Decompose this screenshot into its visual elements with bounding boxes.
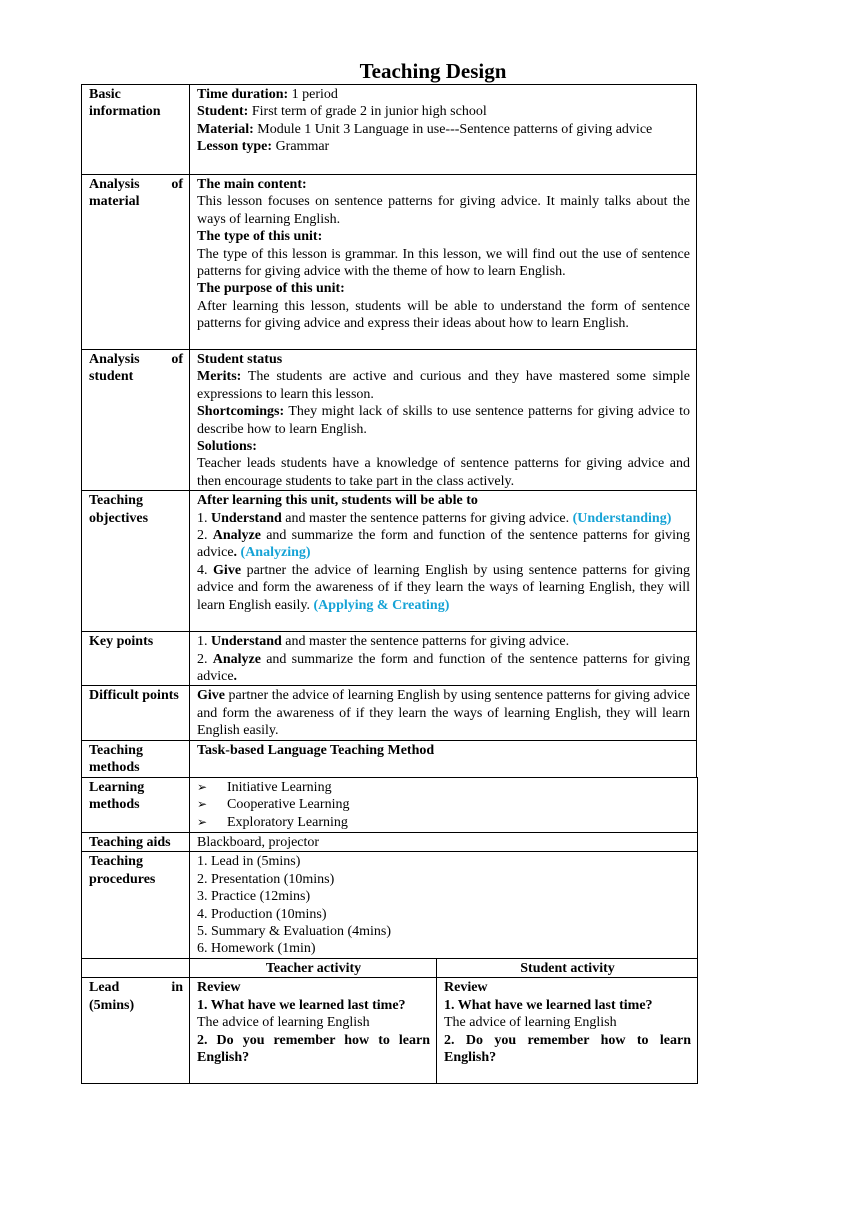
difficult-points-verb: Give [197, 688, 225, 704]
difficult-points-text: partner the advice of learning English by using sentence patterns for giving advice and form the awareness of if they learn the ways of learning English, they will learn English easily. [197, 688, 690, 739]
cell-analysis-of-material [190, 175, 697, 350]
key-point-2-verb: Analyze [212, 651, 261, 667]
objectives-intro: After learning this unit, students will be able to [197, 493, 478, 509]
row-teaching-aids [82, 833, 698, 852]
objective-3-tag: (Applying & Creating) [313, 597, 450, 613]
teaching-methods-value: Task-based Language Teaching Method [190, 740, 697, 777]
merits-text: The students are active and curious and they have mastered some simple expressions to learn this lesson. [197, 369, 690, 402]
empty-header-cell [82, 959, 190, 978]
student-info [197, 103, 690, 120]
row-basic-information [82, 85, 697, 175]
student-answer-1: The advice of learning English [444, 1015, 617, 1031]
objective-3-number: 4. [197, 562, 214, 578]
design-table [81, 84, 697, 778]
cell-teaching-objectives [190, 491, 697, 632]
student-label: Student: [197, 104, 249, 120]
arrow-bullet-icon: ➢ [197, 780, 208, 794]
list-item: 3. Practice (12mins) [197, 889, 311, 905]
shortcomings-label: Shortcomings: [197, 404, 285, 420]
objective-3-verb: Give [213, 562, 242, 578]
lesson-type-value: Grammar [272, 139, 330, 155]
main-content-heading: The main content: [197, 177, 307, 192]
list-item: 2. Presentation (10mins) [197, 871, 335, 887]
learning-methods-list [197, 779, 691, 831]
student-status-heading: Student status [197, 352, 283, 367]
objective-2-tag: (Analyzing) [237, 545, 311, 561]
label-basic-information: Basic information [82, 85, 190, 175]
objective-2-verb: Analyze [212, 528, 261, 544]
student-question-2: 2. Do you remember how to learn English? [444, 1032, 691, 1066]
time-duration-label: Time duration: [197, 87, 289, 102]
label-teaching-procedures: Teaching procedures [82, 852, 190, 958]
teacher-answer-1: The advice of learning English [197, 1015, 370, 1031]
key-point-1-verb: Understand [211, 634, 282, 650]
cell-analysis-of-student [190, 350, 697, 491]
solutions-text: Teacher leads students have a knowledge of sentence patterns for giving advice and then encourage students to take part in the class actively. [197, 456, 690, 489]
cell-teaching-procedures [190, 852, 698, 958]
arrow-bullet-icon: ➢ [197, 814, 208, 829]
list-item: 6. Homework (1min) [197, 941, 316, 957]
row-teaching-procedures [82, 852, 698, 958]
shortcomings [197, 403, 690, 438]
label-analysis-of-student: Analysis of student [82, 350, 190, 491]
lesson-type-label: Lesson type: [197, 139, 273, 155]
teaching-aids-value: Blackboard, projector [190, 833, 698, 852]
objective-3-text: partner the advice of learning English by using sentence patterns for giving advice and form the awareness of if they learn the ways of learning English, they will learn English easily. [197, 562, 691, 613]
row-teaching-methods [82, 740, 697, 777]
teacher-question-2: 2. Do you remember how to learn English? [197, 1032, 430, 1066]
unit-purpose-text: After learning this lesson, students will be able to understand the form of sentence patterns for giving advice and express their ideas about how to learn English. [197, 298, 690, 332]
objective-1 [197, 510, 690, 527]
label-teaching-methods: Teaching methods [82, 740, 190, 777]
list-item-label: Cooperative Learning [227, 797, 350, 813]
cell-learning-methods [190, 778, 698, 833]
student-value: First term of grade 2 in junior high school [248, 104, 487, 120]
label-learning-methods: Learning methods [82, 778, 190, 833]
key-point-2-number: 2. [197, 651, 213, 667]
list-item [197, 814, 691, 831]
row-teaching-objectives [82, 491, 697, 632]
merits-label: Merits: [197, 369, 242, 385]
row-difficult-points [82, 686, 697, 740]
lesson-type [197, 138, 690, 155]
cell-difficult-points [190, 686, 697, 740]
student-review-heading: Review [444, 980, 488, 996]
label-lead-in: Lead in (5mins) [82, 978, 190, 1084]
row-learning-methods [82, 778, 698, 833]
teacher-activity-cell [190, 978, 437, 1084]
objective-2-text: and summarize the form and function of the sentence patterns for giving advice [197, 528, 691, 561]
objective-2-number: 2. [197, 528, 213, 544]
objective-1-tag: (Understanding) [572, 510, 672, 526]
row-lead-in [82, 978, 698, 1084]
activity-table [81, 958, 698, 1084]
student-activity-cell [437, 978, 698, 1084]
label-difficult-points: Difficult points [82, 686, 190, 740]
page-title: Teaching Design [359, 59, 507, 83]
label-teaching-objectives: Teaching objectives [82, 491, 190, 632]
activity-header-row [82, 959, 698, 978]
unit-purpose-heading: The purpose of this unit: [197, 281, 345, 297]
objective-2-period: . [233, 545, 238, 561]
list-item: 5. Summary & Evaluation (4mins) [197, 924, 392, 940]
unit-type-text: The type of this lesson is grammar. In this lesson, we will find out the use of sentence patterns for giving advice with the theme of how to learn English. [197, 246, 690, 280]
procedures-list [197, 853, 691, 957]
key-point-1 [197, 633, 690, 650]
student-question-1: 1. What have we learned last time? [444, 997, 653, 1013]
objective-1-number: 1. [197, 510, 211, 526]
label-analysis-of-material: Analysis of material [82, 175, 190, 350]
objective-1-text: and master the sentence patterns for giving advice. [281, 510, 573, 526]
student-activity-header: Student activity [437, 959, 698, 978]
objective-3 [197, 562, 690, 614]
key-point-2 [197, 651, 690, 686]
teacher-review-heading: Review [197, 980, 241, 996]
solutions-heading: Solutions: [197, 439, 257, 455]
list-item [197, 796, 691, 813]
teacher-activity-header: Teacher activity [190, 959, 437, 978]
row-analysis-of-student [82, 350, 697, 491]
time-duration-value: 1 period [288, 87, 338, 102]
key-point-2-period: . [233, 669, 238, 685]
key-point-2-text: and summarize the form and function of the sentence patterns for giving advice [197, 651, 691, 685]
list-item [197, 779, 691, 796]
list-item: 4. Production (10mins) [197, 906, 327, 922]
material-label: Material: [197, 121, 254, 137]
list-item-label: Initiative Learning [227, 780, 332, 795]
unit-type-heading: The type of this unit: [197, 229, 323, 245]
row-analysis-of-material [82, 175, 697, 350]
time-duration [197, 86, 690, 103]
teacher-question-1: 1. What have we learned last time? [197, 997, 406, 1013]
cell-key-points [190, 632, 697, 686]
arrow-bullet-icon: ➢ [197, 797, 208, 812]
key-point-1-number: 1. [197, 634, 211, 650]
material-info [197, 121, 690, 138]
main-content-text: This lesson focuses on sentence patterns for giving advice. It mainly talks about the ways of learning English. [197, 194, 690, 227]
row-key-points [82, 632, 697, 686]
merits [197, 368, 690, 403]
methods-table [81, 777, 698, 959]
objective-1-verb: Understand [211, 510, 282, 526]
label-key-points: Key points [82, 632, 190, 686]
list-item-label: Exploratory Learning [227, 814, 348, 830]
list-item: 1. Lead in (5mins) [197, 854, 301, 870]
objective-2 [197, 527, 690, 562]
label-teaching-aids: Teaching aids [82, 833, 190, 852]
shortcomings-text: They might lack of skills to use sentence patterns for giving advice to describe how to learn English. [197, 404, 690, 437]
material-value: Module 1 Unit 3 Language in use---Sentence patterns of giving advice [253, 121, 653, 137]
cell-basic-information [190, 85, 697, 175]
key-point-1-text: and master the sentence patterns for giving advice. [281, 634, 570, 650]
